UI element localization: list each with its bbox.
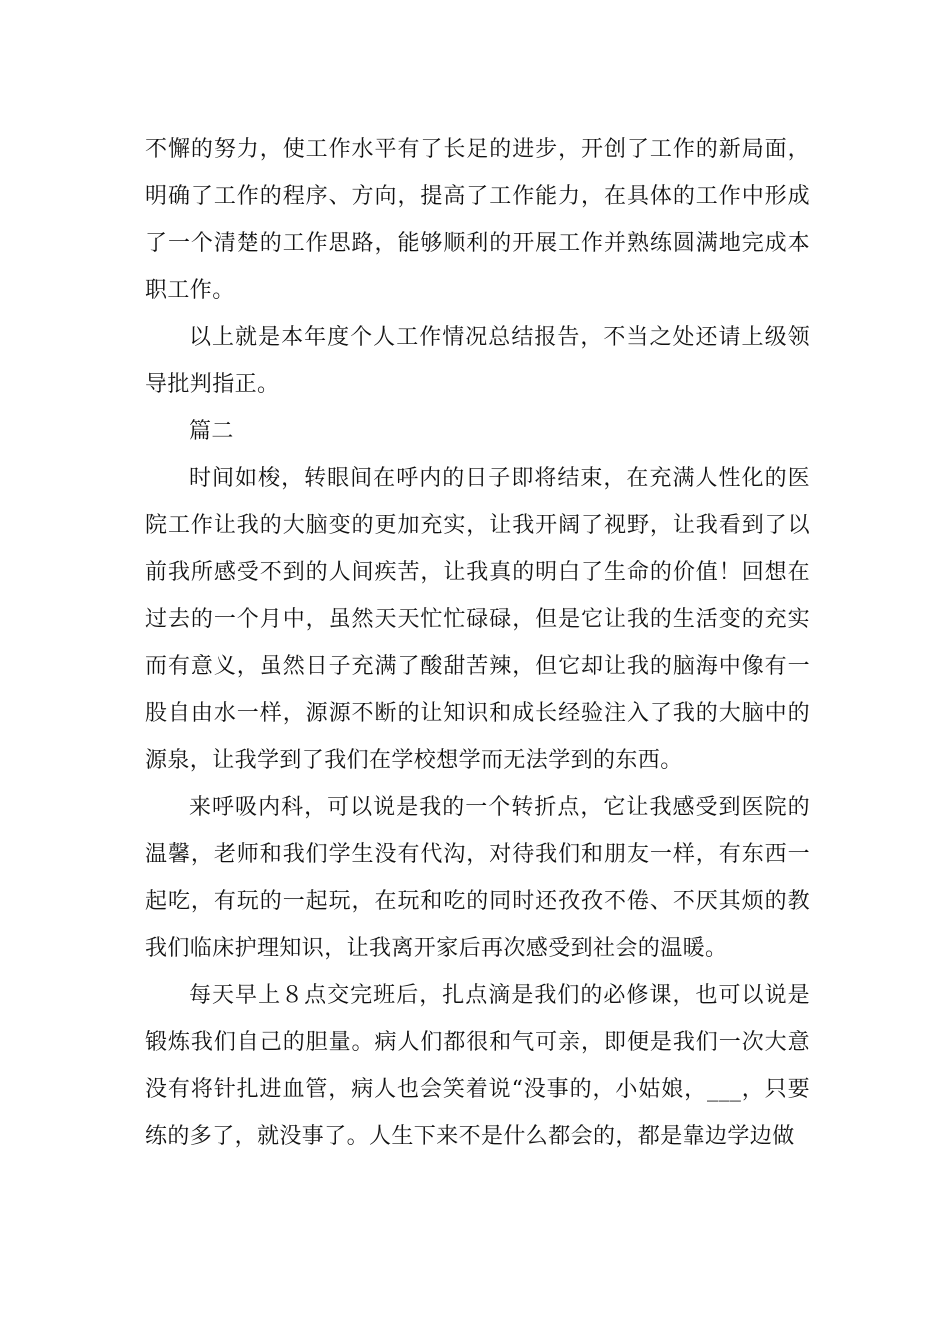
paragraph-daily-routine: 每天早上８点交完班后，扎点滴是我们的必修课，也可以说是锻炼我们自己的胆量。病人们都很和气可亲，即便是我们一次大意没有将针扎进血管，病人也会笑着说“没事的，小姑娘，___，只要练的多了，就没事了。人生下来不是什么都会的，都是靠边学边做	[145, 983, 810, 1149]
paragraph-summary-closing: 以上就是本年度个人工作情况总结报告，不当之处还请上级领导批判指正。	[145, 325, 810, 397]
document-body	[145, 126, 810, 1160]
paragraph-respiratory-dept: 来呼吸内科，可以说是我的一个转折点，它让我感受到医院的温馨，老师和我们学生没有代沟，对待我们和朋友一样，有东西一起吃，有玩的一起玩，在玩和吃的同时还孜孜不倦、不厌其烦的教我们临床护理知识，让我离开家后再次感受到社会的温暖。	[145, 795, 810, 961]
paragraph-continuation: 不懈的努力，使工作水平有了长足的进步，开创了工作的新局面，明确了工作的程序、方向，提高了工作能力，在具体的工作中形成了一个清楚的工作思路，能够顺利的开展工作并熟练圆满地完成本职工作。	[145, 137, 810, 303]
section-heading-part-two: 篇二	[189, 419, 234, 444]
paragraph-time-flies: 时间如梭，转眼间在呼内的日子即将结束，在充满人性化的医院工作让我的大脑变的更加充实，让我开阔了视野，让我看到了以前我所感受不到的人间疾苦，让我真的明白了生命的价值！回想在过去的一个月中，虽然天天忙忙碌碌，但是它让我的生活变的充实而有意义，虽然日子充满了酸甜苦辣，但它却让我的脑海中像有一股自由水一样，源源不断的让知识和成长经验注入了我的大脑中的源泉，让我学到了我们在学校想学而无法学到的东西。	[145, 466, 810, 773]
